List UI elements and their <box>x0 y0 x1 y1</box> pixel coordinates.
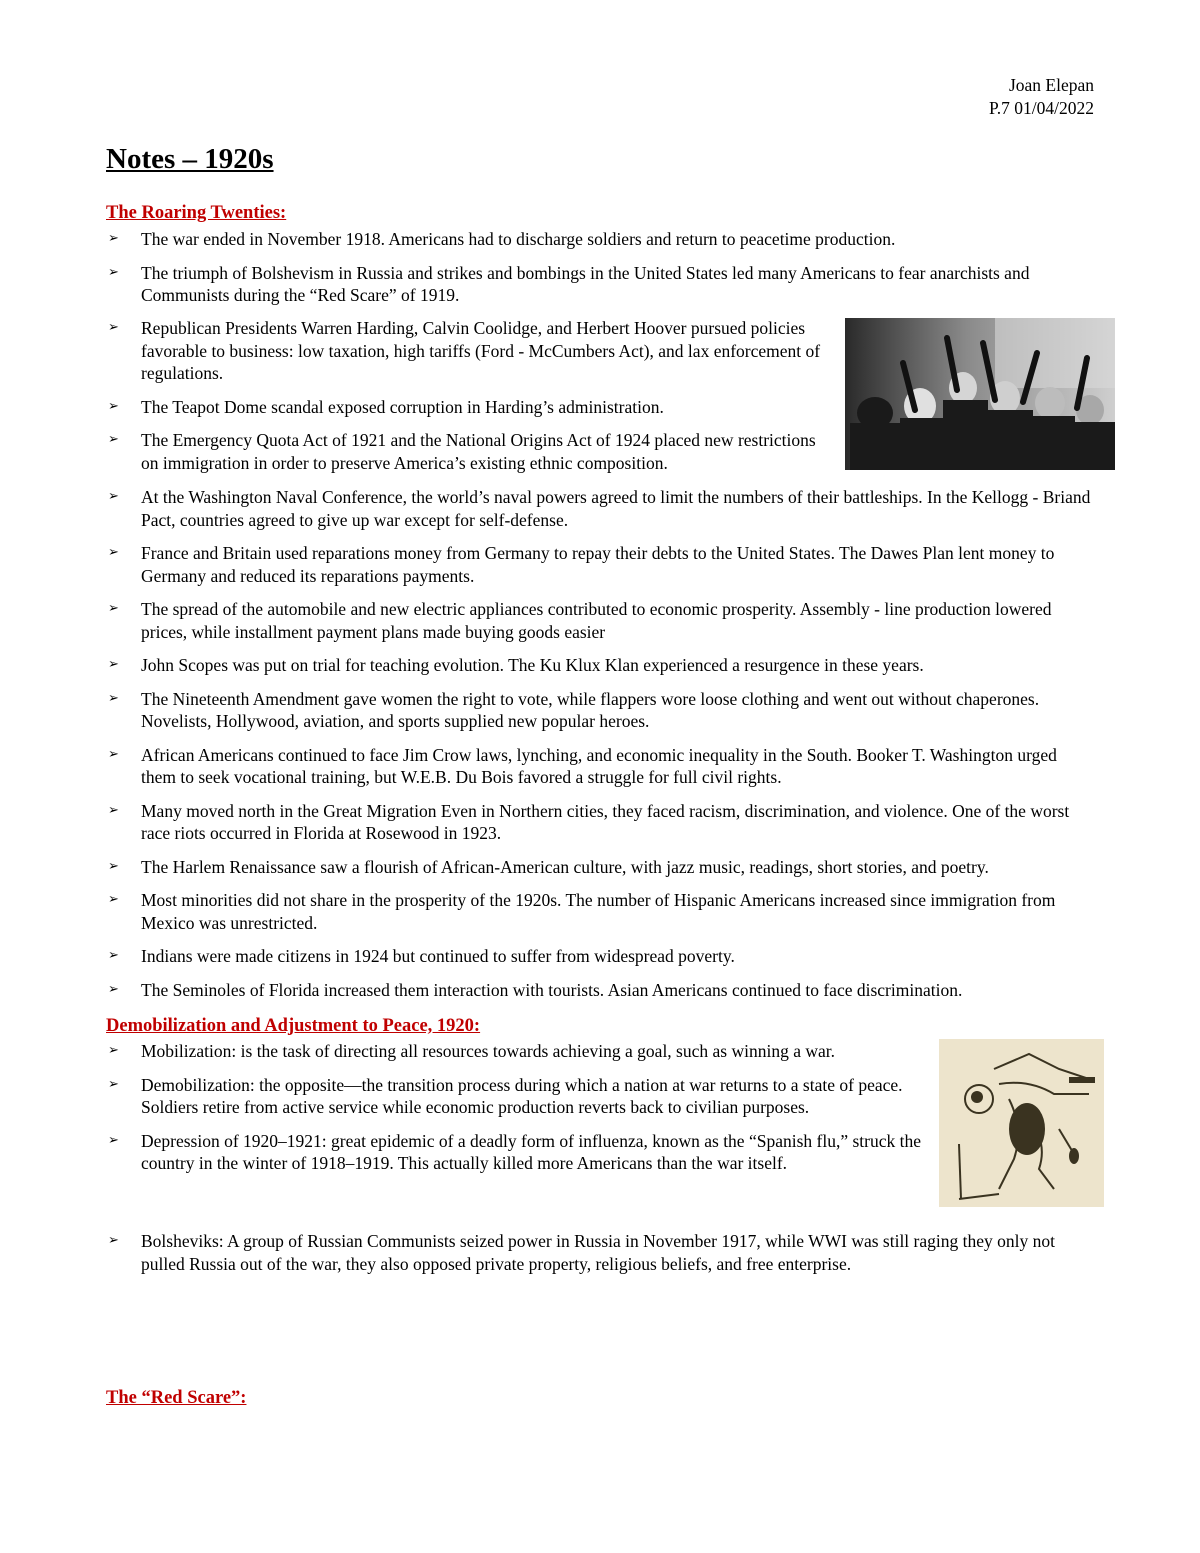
list-item: ➢ The Harlem Renaissance saw a flourish of African-American culture, with jazz music, readings, short stories, and poetry. <box>108 856 989 877</box>
bullet-list-roaring-a <box>106 228 1096 318</box>
arrow-bullet-icon: ➢ <box>108 320 119 335</box>
list-item: ➢ Most minorities did not share in the prosperity of the 1920s. The number of Hispanic Americans increased since immigration from Mexico was unrestricted. <box>108 890 1056 933</box>
list-item: ➢ The spread of the automobile and new electric appliances contributed to economic prosperity. Assembly - line production lowered prices, while installment payment plans made buying goods easier <box>108 599 1052 642</box>
arrow-bullet-icon: ➢ <box>108 231 119 246</box>
list-item: ➢ Indians were made citizens in 1924 but continued to suffer from widespread poverty. <box>108 946 735 966</box>
political-cartoon-image <box>939 1039 1104 1207</box>
crowd-photo-graphic <box>845 318 1115 470</box>
bullet-list-roaring-b <box>106 317 826 485</box>
list-item: ➢ Depression of 1920–1921: great epidemic of a deadly form of influenza, known as the “Spanish flu,” struck the country in the winter of 1918–1919. This actually killed more Americans than the war itself. <box>108 1130 921 1173</box>
page-title: Notes – 1920s <box>106 143 274 175</box>
arrow-bullet-icon: ➢ <box>108 981 119 997</box>
arrow-bullet-icon: ➢ <box>108 657 119 672</box>
cartoon-graphic <box>939 1039 1104 1207</box>
period-date: P.7 01/04/2022 <box>988 98 1094 118</box>
arrow-bullet-icon: ➢ <box>108 690 119 706</box>
list-item: ➢ The war ended in November 1918. Americans had to discharge soldiers and return to peacetime production. <box>108 229 896 249</box>
bullet-list-demob-a <box>106 1040 921 1186</box>
arrow-bullet-icon: ➢ <box>108 1132 119 1148</box>
arrow-bullet-icon: ➢ <box>108 264 119 280</box>
section-heading-red-scare: The “Red Scare”: <box>106 1388 247 1408</box>
list-item: ➢ Demobilization: the opposite—the transition process during which a nation at war returns to a state of peace. Soldiers retire from active service while economic production reverts back to civilian purposes. <box>108 1074 903 1117</box>
arrow-bullet-icon: ➢ <box>108 398 119 414</box>
list-item: ➢ The Nineteenth Amendment gave women the right to vote, while flappers wore loose clothing and went out without chaperones. Novelists, Hollywood, aviation, and sports supplied new popular heroes. <box>108 688 1040 731</box>
list-item: ➢ France and Britain used reparations money from Germany to repay their debts to the United States. The Dawes Plan lent money to Germany and reduced its reparations payments. <box>108 543 1055 586</box>
arrow-bullet-icon: ➢ <box>108 1043 119 1058</box>
list-item: ➢ Mobilization: is the task of directing all resources towards achieving a goal, such as winning a war. <box>108 1041 835 1061</box>
arrow-bullet-icon: ➢ <box>108 892 119 907</box>
arrow-bullet-icon: ➢ <box>108 858 119 874</box>
list-item: ➢ Republican Presidents Warren Harding, Calvin Coolidge, and Herbert Hoover pursued policies favorable to business: low taxation, high tariffs (Ford - McCumbers Act), and lax enforcement of regulations. <box>108 318 821 383</box>
list-item: ➢ John Scopes was put on trial for teaching evolution. The Ku Klux Klan experienced a resurgence in these years. <box>108 655 924 675</box>
arrow-bullet-icon: ➢ <box>108 601 119 616</box>
arrow-bullet-icon: ➢ <box>108 948 119 963</box>
section-heading-roaring-twenties: The Roaring Twenties: <box>106 203 287 223</box>
list-item: ➢ Bolsheviks: A group of Russian Communists seized power in Russia in November 1917, while WWI was still raging they only not pulled Russia out of the war, they also opposed private property, religious beliefs, and free enterprise. <box>108 1231 1055 1274</box>
header-block <box>989 74 1094 120</box>
bullet-list-demob-b <box>106 1230 1096 1286</box>
section-heading-demobilization: Demobilization and Adjustment to Peace, 1920: <box>106 1016 481 1036</box>
arrow-bullet-icon: ➢ <box>108 1233 119 1248</box>
list-item: ➢ The Teapot Dome scandal exposed corruption in Harding’s administration. <box>108 396 664 417</box>
arrow-bullet-icon: ➢ <box>108 432 119 447</box>
arrow-bullet-icon: ➢ <box>108 1076 119 1092</box>
list-item: ➢ At the Washington Naval Conference, the world’s naval powers agreed to limit the numbers of their battleships. In the Kellogg - Briand Pact, countries agreed to give up war except for self-defense. <box>108 487 1091 530</box>
arrow-bullet-icon: ➢ <box>108 802 119 818</box>
crowd-photo-image <box>845 318 1115 470</box>
author-name: Joan Elepan <box>1008 75 1094 95</box>
arrow-bullet-icon: ➢ <box>108 746 119 762</box>
arrow-bullet-icon: ➢ <box>108 545 119 560</box>
list-item: ➢ Many moved north in the Great Migration Even in Northern cities, they faced racism, discrimination, and violence. One of the worst race riots occurred in Florida at Rosewood in 1923. <box>108 800 1070 843</box>
list-item: ➢ The triumph of Bolshevism in Russia and strikes and bombings in the United States led many Americans to fear anarchists and Communists during the “Red Scare” of 1919. <box>108 262 1030 305</box>
list-item: ➢ The Emergency Quota Act of 1921 and the National Origins Act of 1924 placed new restrictions on immigration in order to preserve America’s existing ethnic composition. <box>108 430 816 473</box>
list-item: ➢ The Seminoles of Florida increased them interaction with tourists. Asian Americans continued to face discrimination. <box>108 979 963 1000</box>
bullet-list-roaring-c <box>106 486 1096 1012</box>
arrow-bullet-icon: ➢ <box>108 489 119 504</box>
list-item: ➢ African Americans continued to face Jim Crow laws, lynching, and economic inequality in the South. Booker T. Washington urged them to seek vocational training, but W.E.B. Du Bois favored a struggle for full civil rights. <box>108 744 1057 787</box>
